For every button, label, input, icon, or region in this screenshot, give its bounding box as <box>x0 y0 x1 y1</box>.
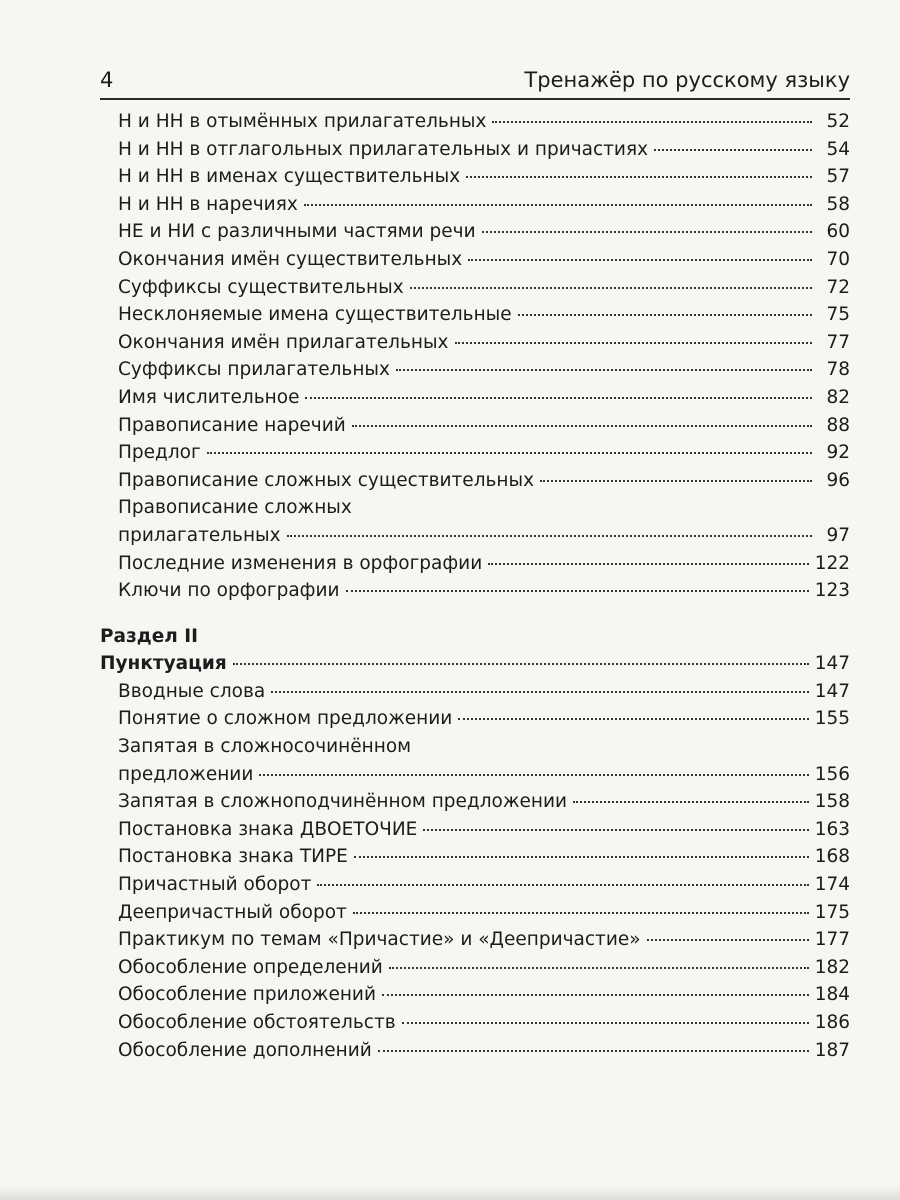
toc-entry-page: 72 <box>826 276 850 298</box>
dot-leader <box>352 423 812 427</box>
toc-entry-title: Н и НН в именах существительных <box>118 166 461 188</box>
toc-entry-title: Несклоняемые имена существительные <box>118 304 512 326</box>
toc-entry-page: 57 <box>826 166 850 188</box>
dot-leader <box>378 1048 809 1052</box>
toc-entry-page: 75 <box>826 304 850 326</box>
toc-entry-title: Н и НН в отымённых прилагательных <box>118 111 487 132</box>
toc-entry-title: Последние изменения в орфографии <box>118 552 483 574</box>
dot-leader <box>207 450 812 454</box>
toc-entry-title: Ключи по орфографии <box>118 580 340 602</box>
toc-entry-title: Постановка знака ДВОЕТОЧИЕ <box>118 818 418 840</box>
toc-entry <box>100 705 850 733</box>
dot-leader <box>317 882 808 886</box>
toc-entry-title: Обособление приложений <box>118 984 376 1006</box>
dot-leader <box>353 910 809 914</box>
toc-entry-line1: Правописание сложных <box>118 497 352 519</box>
toc-entry-page: 82 <box>826 386 850 408</box>
dot-leader <box>647 937 809 941</box>
toc-entry-title: Причастный оборот <box>118 874 312 896</box>
dot-leader <box>259 772 808 776</box>
toc-entry-page: 70 <box>826 248 850 270</box>
dot-leader <box>458 716 808 720</box>
toc-entry-line1: Запятая в сложносочинённом <box>118 736 412 758</box>
toc-entry <box>100 356 850 384</box>
toc-entry-page: 175 <box>814 901 850 923</box>
toc-entry <box>100 218 850 246</box>
toc-entry <box>100 329 850 357</box>
toc-entry-title: Имя числительное <box>118 386 300 408</box>
dot-leader <box>305 395 812 399</box>
dot-leader <box>402 1020 809 1024</box>
toc-entry <box>100 246 850 274</box>
toc-entry <box>100 926 850 954</box>
section-heading-page: 147 <box>814 653 850 675</box>
toc-section-punctuation-cont <box>100 788 850 1064</box>
toc-entry-page: 184 <box>814 984 850 1006</box>
toc-entry-page: 78 <box>826 359 850 381</box>
dot-leader <box>354 854 809 858</box>
dot-leader <box>468 257 812 261</box>
toc-entry <box>100 467 850 495</box>
toc-entry <box>100 761 850 789</box>
toc-entry <box>100 678 850 706</box>
running-title: Тренажёр по русскому языку <box>524 68 850 92</box>
toc-entry-title: Окончания имён существительных <box>118 248 463 270</box>
toc-entry <box>100 522 850 550</box>
toc-entry <box>100 384 850 412</box>
toc-entry-page: 158 <box>814 791 850 813</box>
toc-entry-page: 88 <box>826 414 850 436</box>
dot-leader <box>346 588 809 592</box>
toc-entry-title: Обособление дополнений <box>118 1039 372 1061</box>
toc-entry-page: 58 <box>826 193 850 215</box>
toc-entry-title: Правописание сложных существительных <box>118 469 535 491</box>
toc-entry <box>100 816 850 844</box>
page-header <box>100 66 850 100</box>
dot-leader <box>518 312 812 316</box>
section-label: Раздел II <box>100 625 199 647</box>
toc-entry <box>100 412 850 440</box>
toc-entry-page: 52 <box>826 111 850 132</box>
dot-leader <box>455 340 813 344</box>
page-number: 4 <box>100 68 114 92</box>
toc-section-orthography-end <box>100 550 850 605</box>
toc-entry <box>100 843 850 871</box>
toc-entry <box>100 163 850 191</box>
toc-entry-title: Правописание наречий <box>118 414 346 436</box>
dot-leader <box>410 285 812 289</box>
toc-entry-title: Н и НН в наречиях <box>118 193 298 215</box>
toc-entry-page: 54 <box>826 138 850 160</box>
dot-leader <box>654 147 812 151</box>
toc-entry-page: 177 <box>814 929 850 951</box>
toc-entry-page: 168 <box>814 846 850 868</box>
toc-entry-page: 187 <box>814 1039 850 1061</box>
toc-entry-title: Постановка знака ТИРЕ <box>118 846 348 868</box>
dot-leader <box>540 478 812 482</box>
dot-leader <box>492 119 812 123</box>
dot-leader <box>389 965 809 969</box>
toc-entry <box>100 981 850 1009</box>
toc-entry <box>100 550 850 578</box>
section-heading <box>100 650 850 678</box>
dot-leader <box>573 799 809 803</box>
toc-entry <box>100 1037 850 1065</box>
dot-leader <box>233 661 809 665</box>
toc-entry-page: 123 <box>814 580 850 602</box>
dot-leader <box>287 533 812 537</box>
toc-entry <box>100 136 850 164</box>
dot-leader <box>271 689 808 693</box>
toc-entry <box>100 899 850 927</box>
toc-entry-page: 92 <box>826 442 850 464</box>
dot-leader <box>488 561 808 565</box>
toc-entry <box>100 301 850 329</box>
toc-entry-page: 77 <box>826 331 850 353</box>
toc-entry-page: 122 <box>814 552 850 574</box>
toc-entry-title: предложении <box>118 763 254 785</box>
toc-entry <box>100 1009 850 1037</box>
page-edge <box>0 1186 900 1200</box>
toc-entry <box>100 871 850 899</box>
toc-section-orthography <box>100 108 850 494</box>
toc-entry-title: Окончания имён прилагательных <box>118 331 449 353</box>
toc-entry-page: 96 <box>826 469 850 491</box>
dot-leader <box>466 174 812 178</box>
toc-entry-page: 163 <box>814 818 850 840</box>
toc-entry-page: 174 <box>814 874 850 896</box>
toc-entry-page: 147 <box>814 680 850 702</box>
toc-entry-title: Предлог <box>118 442 201 464</box>
toc-section-punctuation <box>100 678 850 733</box>
toc-entry <box>100 439 850 467</box>
toc-entry-title: Суффиксы прилагательных <box>118 359 390 381</box>
toc-entry <box>100 191 850 219</box>
dot-leader <box>382 992 809 996</box>
toc-entry-title: прилагательных <box>118 524 281 546</box>
toc-entry-title: Практикум по темам «Причастие» и «Деепричастие» <box>118 929 641 951</box>
dot-leader <box>396 367 812 371</box>
toc-entry-title: Деепричастный оборот <box>118 901 347 923</box>
dot-leader <box>304 202 812 206</box>
toc-entry <box>100 108 850 136</box>
toc-entry <box>100 954 850 982</box>
toc-entry <box>100 577 850 605</box>
toc-entry <box>100 788 850 816</box>
toc-entry-title: НЕ и НИ с различными частями речи <box>118 221 476 243</box>
toc-entry-title: Обособление обстоятельств <box>118 1012 396 1033</box>
section-heading-title: Пунктуация <box>100 653 227 675</box>
toc-entry-title: Суффиксы существительных <box>118 276 404 298</box>
toc-entry-page: 186 <box>814 1012 850 1033</box>
toc-entry-title: Запятая в сложноподчинённом предложении <box>118 791 568 813</box>
toc-entry-title: Н и НН в отглагольных прилагательных и причастиях <box>118 138 649 160</box>
dot-leader <box>482 229 812 233</box>
toc-entry-page: 97 <box>826 524 850 546</box>
table-of-contents <box>100 108 850 1064</box>
toc-entry-page: 155 <box>814 708 850 730</box>
toc-entry-page: 156 <box>814 763 850 785</box>
toc-entry-title: Вводные слова <box>118 680 266 702</box>
toc-entry <box>100 274 850 302</box>
toc-entry-page: 182 <box>814 956 850 978</box>
dot-leader <box>423 827 808 831</box>
toc-entry-title: Обособление определений <box>118 956 383 978</box>
toc-entry-title: Понятие о сложном предложении <box>118 708 453 730</box>
toc-entry-page: 60 <box>826 221 850 243</box>
